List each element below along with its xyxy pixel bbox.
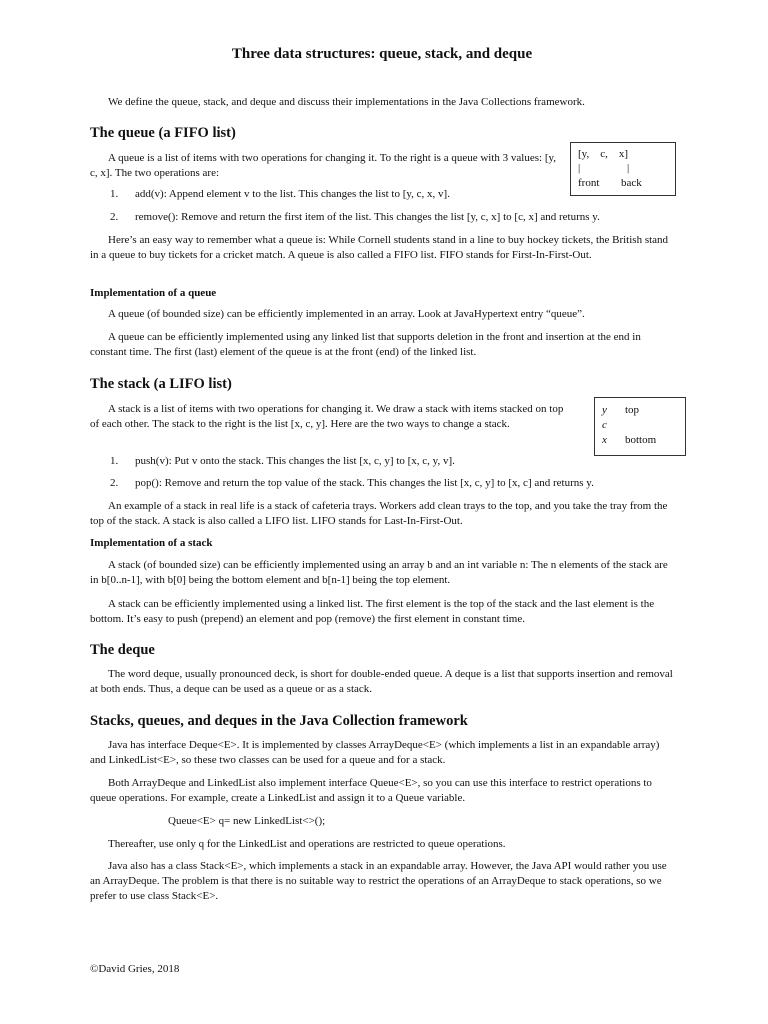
queue-diagram-front: front <box>578 177 600 189</box>
stack-heading: The stack (a LIFO list) <box>90 376 232 392</box>
queue-impl-paragraph-2: A queue can be efficiently implemented using any linked list that supports deletion in the front and insertion at the end in constant time. The first (last) element of the queue is at the front (end) of the linked list. <box>90 331 641 358</box>
stack-item-x: x <box>602 434 607 446</box>
code-example: Queue<E> q= new LinkedList<>(); <box>168 815 326 827</box>
queue-impl-heading: Implementation of a queue <box>90 287 217 299</box>
intro-paragraph: We define the queue, stack, and deque and discuss their implementations in the Java Collections framework. <box>108 96 585 108</box>
stack-label-bottom: bottom <box>625 434 657 446</box>
java-paragraph-1: Java has interface Deque<E>. It is implemented by classes ArrayDeque<E> (which implements a list in an expandable array) and LinkedList<E>, so these two classes can be used for a queue and for a stack. <box>90 739 660 766</box>
java-paragraph-4: Java also has a class Stack<E>, which implements a stack in an expandable array. However, the Java API would rather you use an ArrayDeque. The problem is that there is no suitable way to restrict the operations of an ArrayDeque to stack operations, so we prefer to use class Stack<E>. <box>90 860 667 902</box>
java-heading: Stacks, queues, and deques in the Java Collection framework <box>90 713 468 729</box>
queue-paragraph-1: A queue is a list of items with two operations for changing it. To the right is a queue with 3 values: [y, c, x]. The two operations are: <box>90 152 557 179</box>
java-paragraph-2: Both ArrayDeque and LinkedList also implement interface Queue<E>, so you can use this interface to restrict operations to queue operations. For example, create a LinkedList and assign it to a Queue variable. <box>90 777 652 804</box>
queue-diagram-values: [y, c, x] <box>578 148 628 160</box>
stack-diagram-box <box>594 397 686 456</box>
deque-paragraph: The word deque, usually pronounced deck, is short for double-ended queue. A deque is a list that supports insertion and removal at both ends. Thus, a deque can be used as a queue or as a stack. <box>90 668 673 695</box>
stack-impl-paragraph-1: A stack (of bounded size) can be efficiently implemented using an array b and an int variable n: The n elements of the stack are in b[0..n-1], with b[0] being the bottom element and b[n-1] being the top element. <box>90 559 668 586</box>
queue-impl-paragraph-1: A queue (of bounded size) can be efficiently implemented in an array. Look at JavaHypertext entry “queue”. <box>108 308 585 320</box>
stack-paragraph-1: A stack is a list of items with two operations for changing it. We draw a stack with items stacked on top of each other. The stack to the right is the list [x, c, y]. Here are the two ways to change a stack. <box>90 403 564 430</box>
queue-diagram-back: back <box>621 177 642 189</box>
java-paragraph-3: Thereafter, use only q for the LinkedList and operations are restricted to queue operations. <box>108 838 506 850</box>
stack-impl-paragraph-2: A stack can be efficiently implemented using a linked list. The first element is the top of the stack and the last element is the bottom. It’s easy to push (prepend) an element and pop (remove) the first element in constant time. <box>90 598 655 625</box>
page-title: Three data structures: queue, stack, and deque <box>231 46 533 62</box>
queue-paragraph-2: Here’s an easy way to remember what a queue is: While Cornell students stand in a line to buy hockey tickets, the British stand in a queue to buy tickets for a cricket match. A queue is also called a FIFO list. FIFO stands for First-In-First-Out. <box>90 234 669 261</box>
stack-impl-heading: Implementation of a stack <box>90 537 213 549</box>
copyright-footer: ©David Gries, 2018 <box>90 963 180 975</box>
stack-item-y: y <box>602 404 607 416</box>
queue-diagram-bars: | | <box>578 162 630 174</box>
deque-heading: The deque <box>90 642 155 658</box>
queue-heading: The queue (a FIFO list) <box>90 125 236 141</box>
stack-item-c: c <box>602 419 607 431</box>
stack-label-top: top <box>625 404 640 416</box>
stack-paragraph-2: An example of a stack in real life is a stack of cafeteria trays. Workers add clean trays to the top, and you take the tray from the top of the stack. A stack is also called a LIFO list. LIFO stands for Last-In-First-Out. <box>90 500 668 527</box>
